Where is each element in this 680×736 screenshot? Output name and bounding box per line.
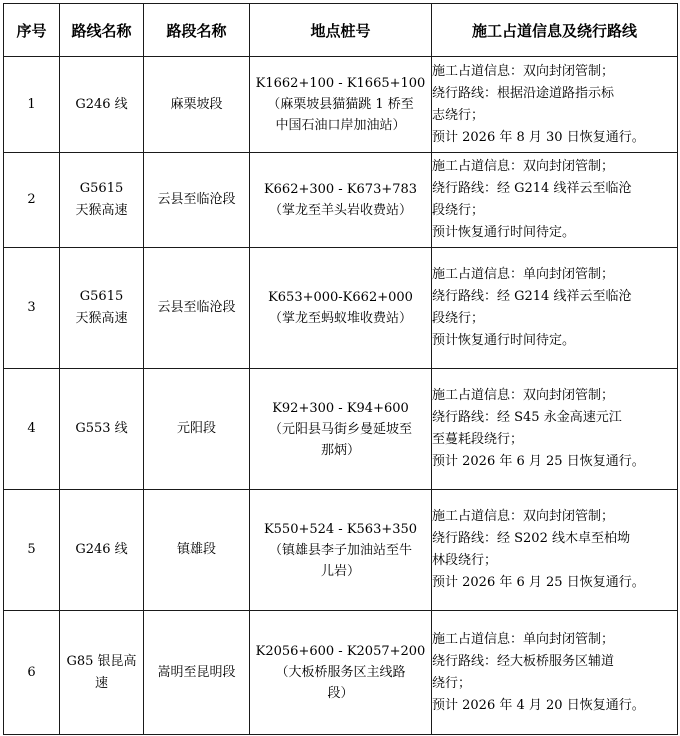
pile-number-line: K92+300 - K94+600 [272,400,409,416]
table-row [4,248,678,369]
seq-cell: 6 [4,611,60,735]
pile-number-line: K662+300 - K673+783 [263,182,418,197]
pile-number-cell [250,611,432,735]
pile-number-line: K653+000-K662+000 [268,290,413,305]
pile-number-line: （元阳县马街乡曼延坡至 [268,421,412,437]
table-body [4,57,678,735]
table-row [4,490,678,611]
closure-info-cell [432,153,678,248]
closure-info-cell [432,490,678,611]
closure-info-line: 预计 2026 年 6 月 25 日恢复通行。 [432,454,645,469]
section-name-cell: 镇雄段 [144,490,250,611]
closure-info-line: 绕行路线：经大板桥服务区辅道 [432,653,615,669]
route-name-line: G5615 [79,181,124,196]
closure-info-line: 施工占道信息：双向封闭管制； [432,388,615,403]
pile-number-line: （掌龙至羊头岩收费站） [268,203,412,218]
closure-info-line: 施工占道信息：双向封闭管制； [432,509,615,524]
section-name-cell: 嵩明至昆明段 [144,611,250,735]
pile-number-line: （大板桥服务区主线路 [275,665,406,680]
pile-number-line: 中国石油口岸加油站） [275,118,406,133]
header-route: 路线名称 [60,4,144,57]
pile-number-line: 段） [327,686,354,701]
closure-info-line: 施工占道信息：单向封闭管制； [432,631,615,647]
pile-number-cell [250,248,432,369]
route-name-cell [60,490,144,611]
closure-info-line: 绕行路线：经 G214 线祥云至临沧 [432,289,632,304]
seq-cell: 2 [4,153,60,248]
route-name-cell [60,248,144,369]
route-name-cell [60,611,144,735]
section-name-cell: 云县至临沧段 [144,153,250,248]
route-name-cell [60,57,144,153]
closure-info-line: 段绕行； [432,203,485,218]
header-info: 施工占道信息及绕行路线 [432,4,678,57]
header-pile: 地点桩号 [250,4,432,57]
pile-number-line: 那炳） [320,442,360,458]
closure-info-line: 预计恢复通行时间待定。 [432,225,576,240]
pile-number-line: （镇雄县李子加油站至牛 [268,542,412,558]
seq-cell: 4 [4,369,60,490]
pile-number-line: 儿岩） [320,563,360,579]
closure-info-line: 绕行路线：经 S202 线木卓至柏坳 [432,531,630,546]
pile-number-line: K550+524 - K563+350 [263,521,418,537]
section-name-cell: 麻栗坡段 [144,57,250,153]
closure-info-line: 绕行路线：经 G214 线祥云至临沧 [432,181,632,196]
route-name-line: 天猴高速 [75,203,128,218]
closure-info-cell [432,369,678,490]
route-name-line: G246 线 [75,96,128,112]
pile-number-cell [250,57,432,153]
closure-info-line: 预计 2026 年 8 月 30 日恢复通行。 [432,129,645,145]
route-name-cell [60,369,144,490]
pile-number-cell [250,153,432,248]
pile-number-line: （麻栗坡县猫猫跳 1 桥至 [267,97,414,112]
section-name-cell: 云县至临沧段 [144,248,250,369]
closure-info-line: 段绕行； [432,311,485,326]
closure-info-line: 绕行路线：经 S45 永金高速元江 [432,410,622,425]
seq-cell: 5 [4,490,60,611]
header-seq: 序号 [4,4,60,57]
route-name-line: 天猴高速 [75,311,128,326]
closure-info-line: 志绕行； [432,107,485,123]
closure-info-line: 绕行； [432,675,472,691]
closure-info-cell [432,611,678,735]
seq-cell: 3 [4,248,60,369]
pile-number-line: K1662+100 - K1665+100 [255,76,426,91]
closure-info-line: 至蔓耗段绕行； [432,432,524,447]
pile-number-cell [250,369,432,490]
header-row [4,4,678,57]
table-row [4,153,678,248]
route-name-line: G85 银昆高 [66,653,137,669]
closure-info-line: 绕行路线：根据沿途道路指示标 [432,85,615,101]
closure-info-line: 预计 2026 年 4 月 20 日恢复通行。 [432,697,645,713]
closure-info-line: 预计 2026 年 6 月 25 日恢复通行。 [432,575,645,590]
closure-info-cell [432,57,678,153]
closure-info-line: 施工占道信息：双向封闭管制； [432,63,615,79]
route-name-line: G553 线 [75,421,128,436]
table-row [4,369,678,490]
road-closure-table [3,3,678,735]
seq-cell: 1 [4,57,60,153]
table-row [4,611,678,735]
closure-info-cell [432,248,678,369]
closure-info-line: 预计恢复通行时间待定。 [432,333,576,348]
closure-info-line: 施工占道信息：单向封闭管制； [432,267,615,282]
closure-info-line: 施工占道信息：双向封闭管制； [432,159,615,174]
pile-number-line: （掌龙至蚂蚁堆收费站） [268,311,412,326]
table-header [4,4,678,57]
closure-info-line: 林段绕行； [432,553,498,568]
pile-number-cell [250,490,432,611]
route-name-line: G246 线 [75,542,128,557]
route-name-cell [60,153,144,248]
route-name-line: G5615 [79,289,124,304]
pile-number-line: K2056+600 - K2057+200 [255,644,426,659]
route-name-line: 速 [94,675,108,691]
table-row [4,57,678,153]
section-name-cell: 元阳段 [144,369,250,490]
header-section: 路段名称 [144,4,250,57]
